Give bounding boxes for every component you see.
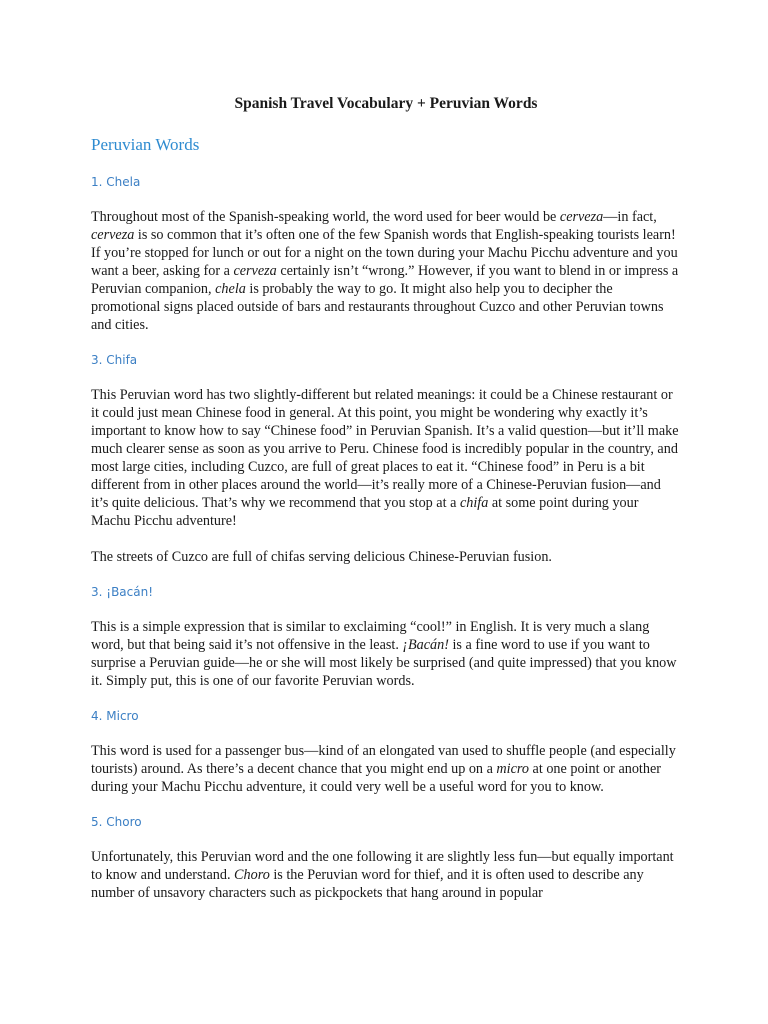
body-paragraph xyxy=(91,848,681,902)
entry-heading: 4. Micro xyxy=(91,709,139,723)
text-run: is the Peruvian word for thief, and it is often used to describe any number of unsavory characters such as pickpockets that hang around in popular xyxy=(91,867,644,901)
italic-term: ¡Bacán! xyxy=(402,637,449,653)
text-run: certainly isn’t “wrong.” However, if you want to blend in or impress a Peruvian companion, xyxy=(91,263,679,297)
text-run: —in fact, xyxy=(603,209,657,225)
italic-term: Choro xyxy=(234,867,270,883)
section-heading: Peruvian Words xyxy=(91,135,200,154)
text-run: Unfortunately, this Peruvian word and the one following it are slightly less fun—but equally important to know and understand. xyxy=(91,849,674,883)
italic-term: chela xyxy=(215,281,246,297)
entry-heading: 5. Choro xyxy=(91,815,142,829)
document-page xyxy=(91,94,681,920)
body-paragraph xyxy=(91,618,681,690)
italic-term: cerveza xyxy=(91,227,135,243)
text-run: This is a simple expression that is similar to exclaiming “cool!” in English. It is very much a slang word, but that being said it’s not offensive in the least. xyxy=(91,619,650,653)
document-title: Spanish Travel Vocabulary + Peruvian Words xyxy=(234,95,538,112)
italic-term: cerveza xyxy=(559,209,604,225)
text-run: Throughout most of the Spanish-speaking world, the word used for beer would be xyxy=(91,209,560,225)
italic-term: micro xyxy=(496,761,529,777)
entry-heading: 3. ¡Bacán! xyxy=(91,585,154,599)
text-run: at one point or another during your Machu Picchu adventure, it could very well be a useful word for you to know. xyxy=(91,761,661,795)
body-paragraph xyxy=(91,208,681,334)
italic-term: cerveza xyxy=(233,263,277,279)
text-run: This Peruvian word has two slightly-different but related meanings: it could be a Chinese restaurant or it could just mean Chinese food in general. At this point, you might be wondering why exactly it’s important to know how to say “Chinese food” in Peruvian Spanish. It’s a valid question—but it’ll make much clearer sense as soon as you arrive to Peru. Chinese food is incredibly popular in the country, and most large cities, including Cuzco, are full of great places to eat it. “Chinese food” in Peru is a bit different from in other places around the world—it’s really more of a Chinese-Peruvian fusion—and it’s quite delicious. That’s why we recommend that you stop at a xyxy=(91,387,679,511)
text-run: The streets of Cuzco are full of chifas serving delicious Chinese-Peruvian fusion. xyxy=(91,549,552,565)
entries-list xyxy=(91,174,681,902)
body-paragraph xyxy=(91,548,681,566)
entry-heading: 1. Chela xyxy=(91,175,141,189)
text-run: at some point during your Machu Picchu adventure! xyxy=(91,495,639,529)
text-run: is a fine word to use if you want to surprise a Peruvian guide—he or she will most likely be surprised (and quite impressed) that you know it. Simply put, this is one of our favorite Peruvian words. xyxy=(91,637,677,689)
italic-term: chifa xyxy=(459,495,489,511)
body-paragraph xyxy=(91,742,681,796)
text-run: is so common that it’s often one of the few Spanish words that English-speaking tourists learn! If you’re stopped for lunch or out for a night on the town during your Machu Picchu adventure and you want a beer, asking for a xyxy=(91,227,678,279)
body-paragraph xyxy=(91,386,681,530)
text-run: This word is used for a passenger bus—kind of an elongated van used to shuffle people (and especially tourists) around. As there’s a decent chance that you might end up on a xyxy=(91,743,676,777)
text-run: is probably the way to go. It might also help you to decipher the promotional signs placed outside of bars and restaurants throughout Cuzco and other Peruvian towns and cities. xyxy=(91,281,664,333)
entry-heading: 3. Chifa xyxy=(91,353,138,367)
